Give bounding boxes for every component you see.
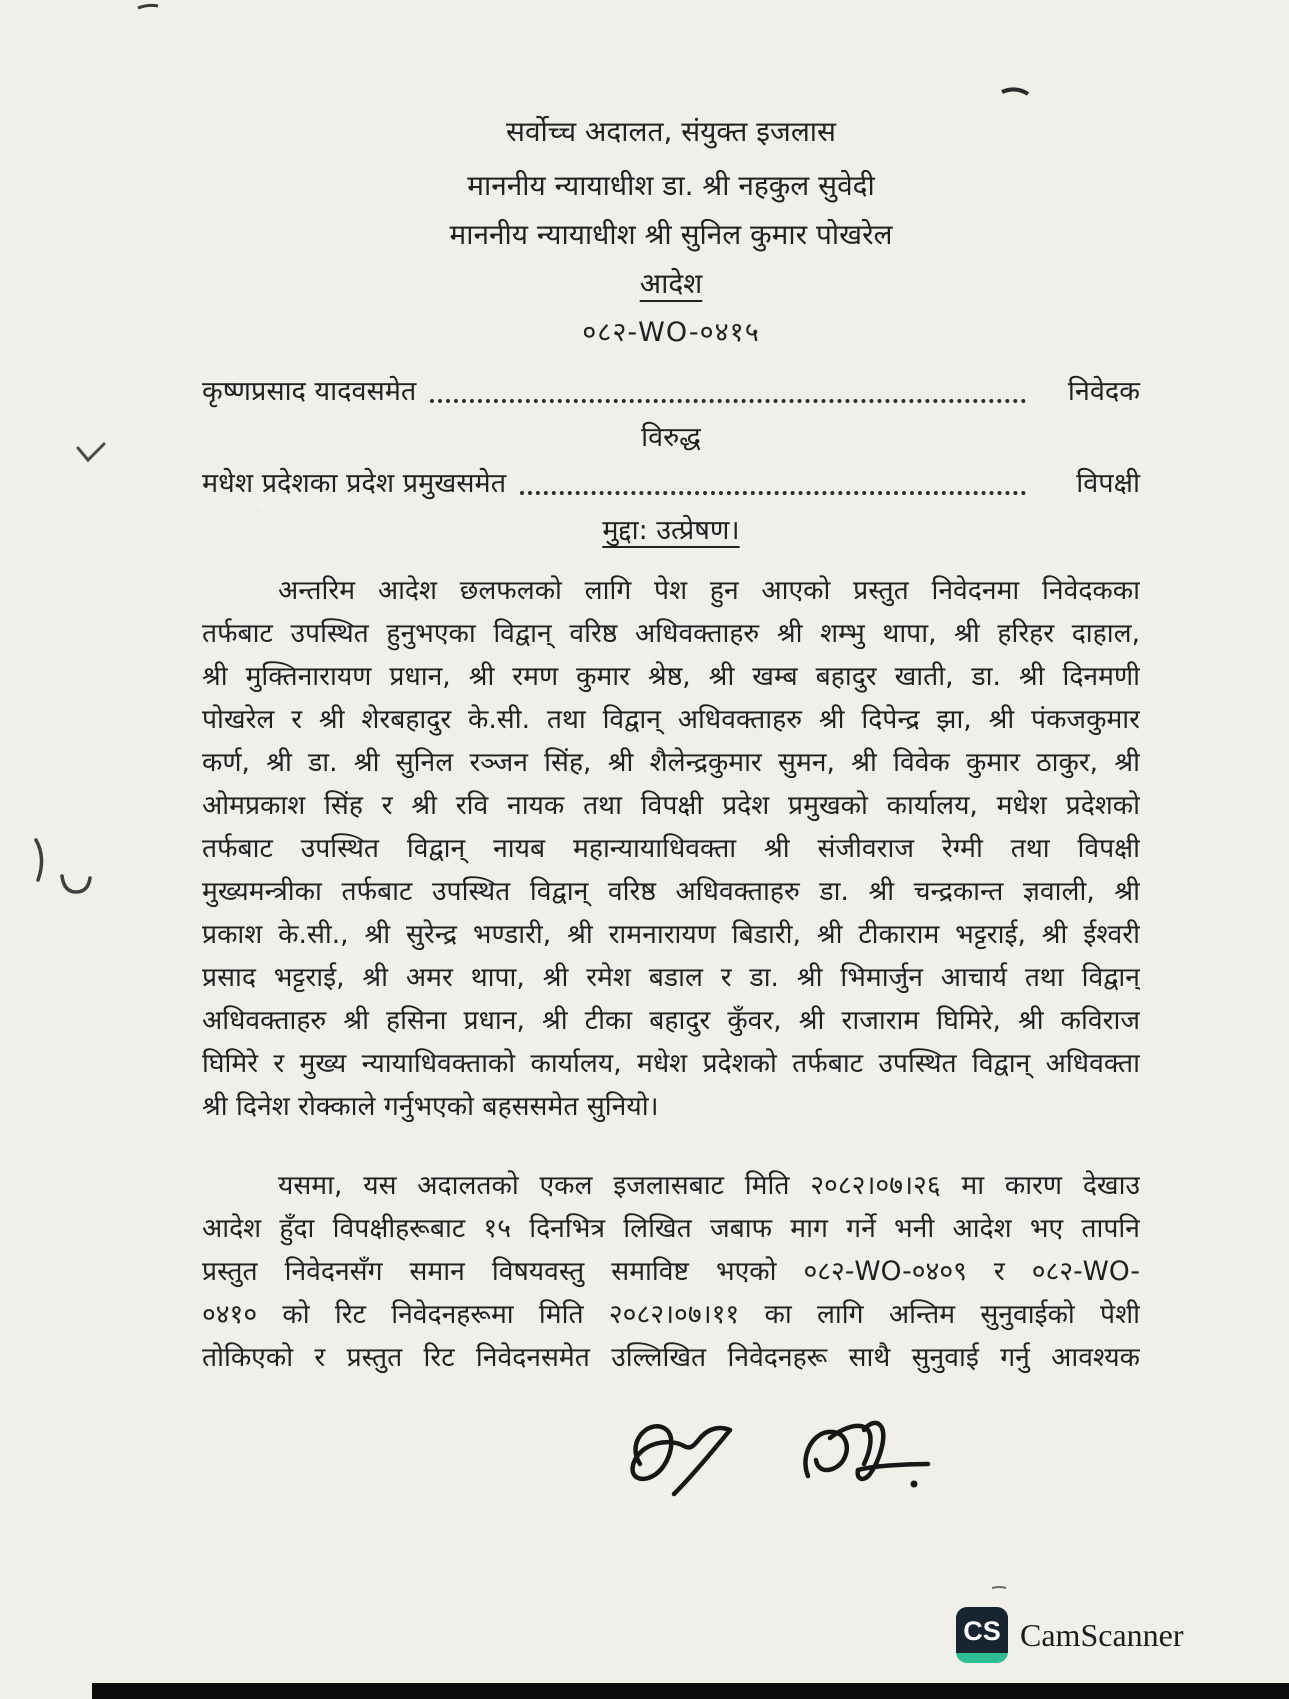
- body-line: तर्फबाट उपस्थित हुनुभएका विद्वान् वरिष्ठ अधिवक्ताहरु श्री शम्भु थापा, श्री हरिहर दाहाल,: [202, 618, 1140, 649]
- body-line: अधिवक्ताहरु श्री हसिना प्रधान, श्री टीका बहादुर कुँवर, श्री राजाराम घिमिरे, श्री कविराज: [202, 1005, 1140, 1036]
- case-subject: मुद्दा: उत्प्रेषण।: [602, 515, 740, 546]
- body-line: प्रस्तुत निवेदनसँग समान विषयवस्तु समाविष्ट भएको ०८२-WO-०४०९ र ०८२-WO-: [202, 1256, 1140, 1287]
- document-content: [202, 112, 1140, 1379]
- camscanner-watermark: [956, 1607, 1184, 1663]
- case-number: ०८२-WO-०४१५: [582, 317, 760, 348]
- dotted-leader: [520, 491, 1026, 495]
- body-line: तोकिएको र प्रस्तुत रिट निवेदनसमेत उल्लिखित निवेदनहरू साथै सुनुवाई गर्नु आवश्यक: [202, 1342, 1140, 1373]
- judge-name-2: माननीय न्यायाधीश श्री सुनिल कुमार पोखरेल: [449, 218, 893, 251]
- body-line: यसमा, यस अदालतको एकल इजलासबाट मिति २०८२।०७।२६ मा कारण देखाउ: [278, 1170, 1140, 1201]
- body-line: प्रकाश के.सी., श्री सुरेन्द्र भण्डारी, श्री रामनारायण बिडारी, श्री टीकाराम भट्टराई, श्री ईश्वरी: [202, 919, 1140, 950]
- body-line: घिमिरे र मुख्य न्यायाधिवक्ताको कार्यालय, मधेश प्रदेशको तर्फबाट उपस्थित विद्वान् अधिवक्ता: [202, 1048, 1140, 1079]
- versus-label: विरुद्ध: [641, 422, 701, 453]
- body-line: पोखरेल र श्री शेरबहादुर के.सी. तथा विद्वान् अधिवक्ताहरु श्री दिपेन्द्र झा, श्री पंकजकुमार: [202, 704, 1140, 735]
- body-line: प्रसाद भट्टराई, श्री अमर थापा, श्री रमेश बडाल र डा. श्री भिमार्जुन आचार्य तथा विद्वान्: [202, 962, 1140, 993]
- body-line: कर्ण, श्री डा. श्री सुनिल रञ्जन सिंह, श्री शैलेन्द्रकुमार सुमन, श्री विवेक कुमार ठाकुर, श्री: [202, 747, 1140, 778]
- signature-strokes: [612, 1412, 942, 1532]
- dotted-leader: [430, 399, 1026, 403]
- body-line: श्री दिनेश रोक्काले गर्नुभएको बहससमेत सुनियो।: [202, 1091, 659, 1122]
- body-line: अन्तरिम आदेश छलफलको लागि पेश हुन आएको प्रस्तुत निवेदनमा निवेदकका: [278, 575, 1140, 606]
- body-line: आदेश हुँदा विपक्षीहरूबाट १५ दिनभित्र लिखित जबाफ माग गर्ने भनी आदेश भए तापनि: [202, 1213, 1140, 1244]
- paragraph-2: [202, 1164, 1140, 1379]
- body-line: ०४१० को रिट निवेदनहरूमा मिति २०८२।०७।११ का लागि अन्तिम सुनुवाईको पेशी: [202, 1299, 1140, 1330]
- respondent-label: विपक्षी: [1076, 468, 1140, 499]
- petitioner-label: निवेदक: [1067, 376, 1140, 407]
- camscanner-icon: CS: [956, 1607, 1008, 1663]
- body-line: मुख्यमन्त्रीका तर्फबाट उपस्थित विद्वान् वरिष्ठ अधिवक्ताहरु डा. श्री चन्द्रकान्त ज्ञवाली, श्री: [202, 876, 1140, 907]
- scan-edge-bar: [92, 1683, 1289, 1699]
- order-heading: आदेश: [639, 267, 703, 300]
- paragraph-1: [202, 569, 1140, 1128]
- respondent-row: [202, 463, 1140, 505]
- petitioner-row: [202, 371, 1140, 413]
- body-line: ओमप्रकाश सिंह र श्री रवि नायक तथा विपक्षी प्रदेश प्रमुखको कार्यालय, मधेश प्रदेशको: [202, 790, 1140, 821]
- body-line: तर्फबाट उपस्थित विद्वान् नायब महान्यायाधिवक्ता श्री संजीवराज रेग्मी तथा विपक्षी: [202, 833, 1140, 864]
- signatures: [612, 1412, 942, 1532]
- court-title: सर्वोच्च अदालत, संयुक्त इजलास: [506, 115, 836, 148]
- petitioner-name: कृष्णप्रसाद यादवसमेत: [202, 376, 417, 407]
- camscanner-brand-text: CamScanner: [1020, 1616, 1184, 1653]
- body-line: श्री मुक्तिनारायण प्रधान, श्री रमण कुमार श्रेष्ठ, श्री खम्ब बहादुर खाती, डा. श्री दिनमणी: [202, 661, 1140, 692]
- judge-name-1: माननीय न्यायाधीश डा. श्री नहकुल सुवेदी: [467, 169, 875, 202]
- respondent-name: मधेश प्रदेशका प्रदेश प्रमुखसमेत: [202, 468, 507, 499]
